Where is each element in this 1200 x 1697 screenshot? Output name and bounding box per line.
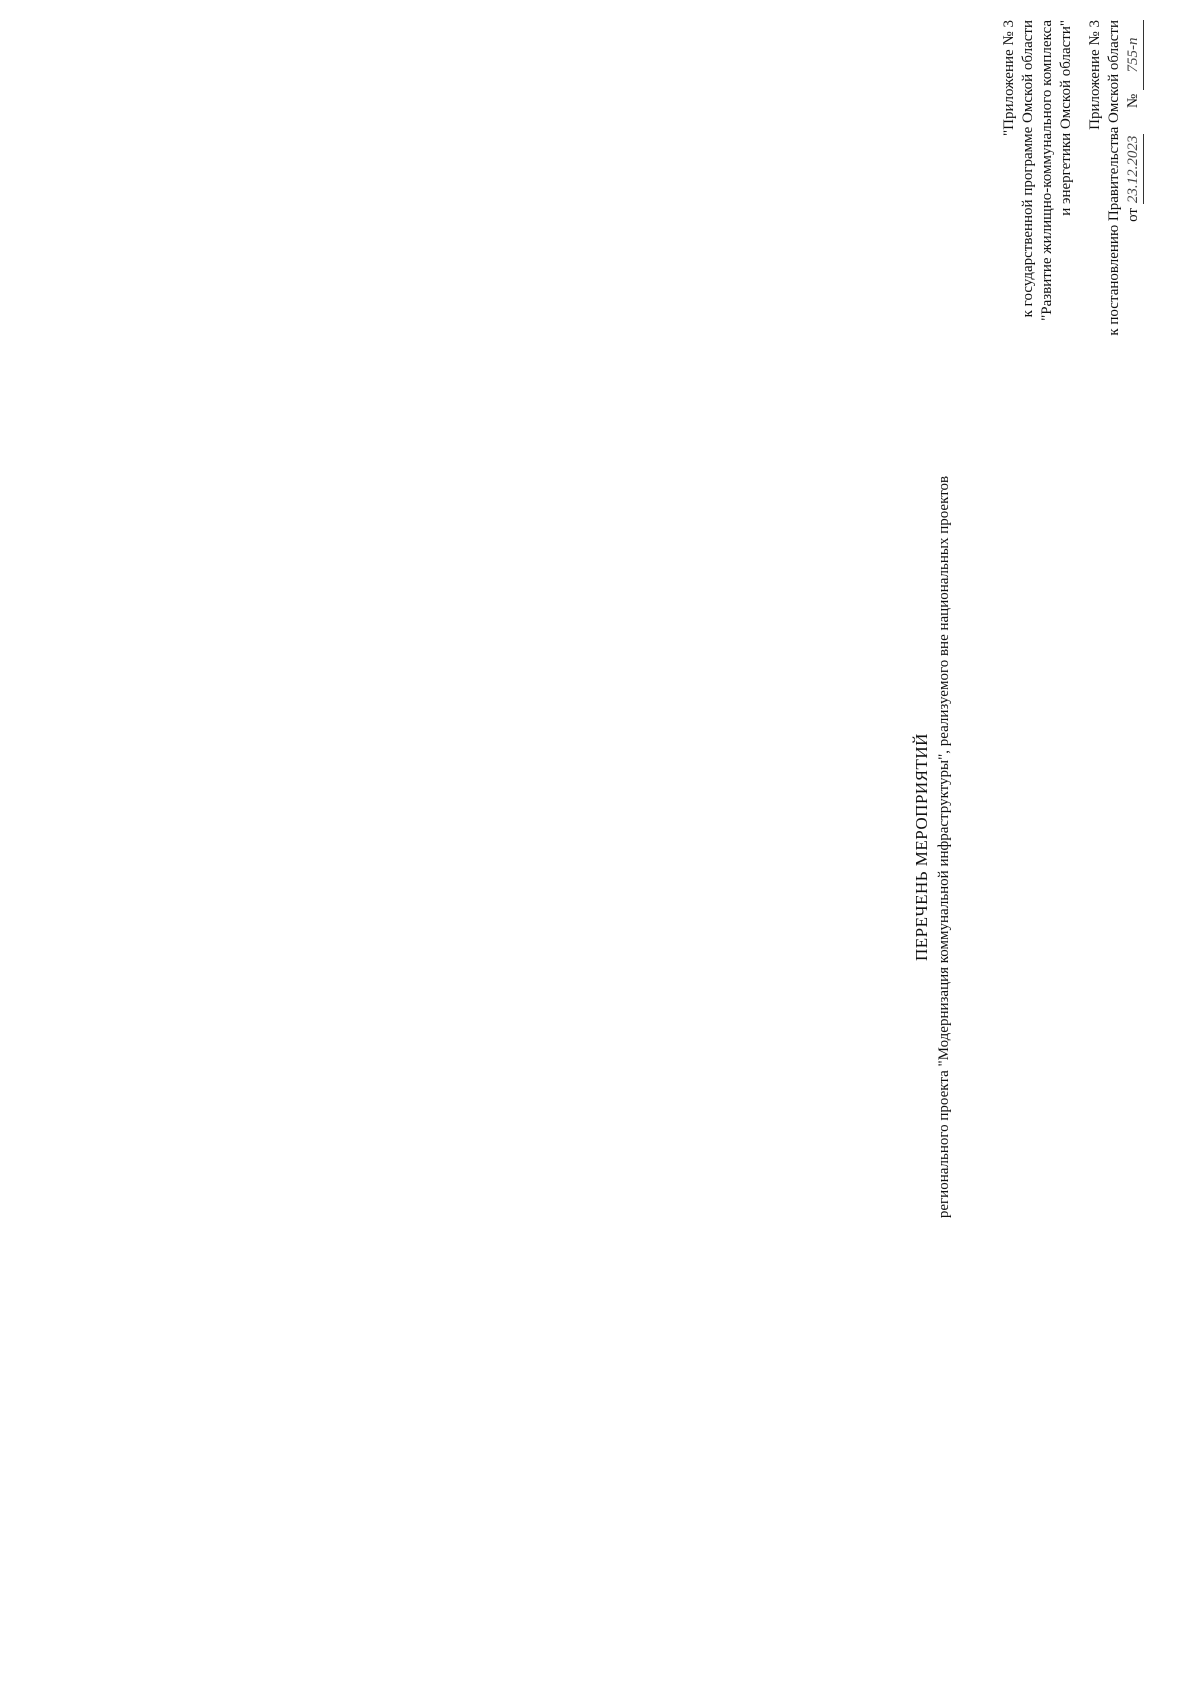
document-subtitle: регионального проекта "Модернизация коммунальной инфраструктуры", реализуемого вне национальных проектов xyxy=(936,475,952,1219)
number-prefix: № xyxy=(1125,93,1141,109)
annex-block-decree xyxy=(1086,20,1144,420)
annex-program-line1: "Приложение № 3 xyxy=(1001,20,1017,136)
annex-decree-line1: Приложение № 3 xyxy=(1087,20,1103,130)
title-block xyxy=(912,297,953,1397)
document-title: ПЕРЕЧЕНЬ МЕРОПРИЯТИЙ xyxy=(912,733,931,961)
annex-decree-line2: к постановлению Правительства Омской области xyxy=(1106,20,1122,336)
annex-program-line4: и энергетики Омской области" xyxy=(1058,20,1074,216)
annex-block-program xyxy=(1000,20,1076,420)
date-prefix: от xyxy=(1125,208,1141,222)
annex-decree-line3 xyxy=(1124,20,1144,420)
annex-program-line2: к государственной программе Омской области xyxy=(1020,20,1036,318)
annex-program-line3: "Развитие жилищно-коммунального комплекса xyxy=(1039,20,1055,321)
decree-date: 23.12.2023 xyxy=(1124,134,1144,204)
decree-number: 755-п xyxy=(1124,20,1144,90)
